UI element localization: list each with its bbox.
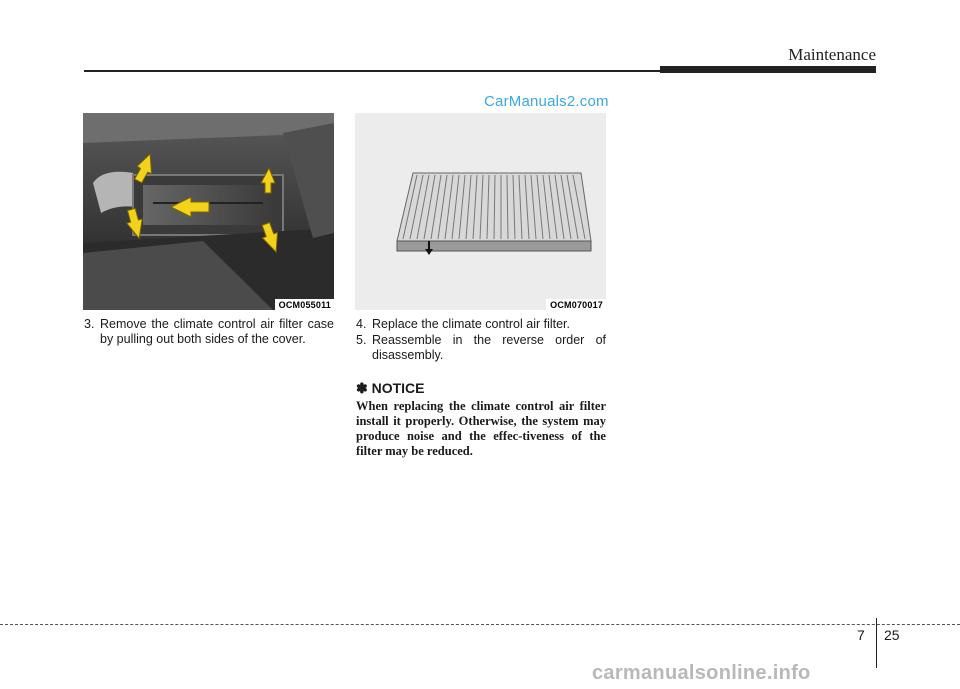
notice-body: When replacing the climate control air filter install it properly. Otherwise, the system may produce noise and the effec-tiveness of the filter may be reduced. (356, 399, 606, 458)
footer-dashed-rule (0, 624, 960, 625)
step-number: 3. (84, 317, 95, 331)
step-4 (356, 317, 606, 332)
header-rule-thick (660, 66, 876, 73)
chapter-number: 7 (857, 627, 865, 643)
step-text: Reassemble in the reverse order of disassembly. (372, 333, 606, 362)
step-text: Replace the climate control air filter. (372, 317, 571, 331)
step-number: 4. (356, 317, 367, 331)
step-3 (84, 317, 334, 347)
step-text: Remove the climate control air filter case by pulling out both sides of the cover. (100, 317, 334, 346)
watermark-top: CarManuals2.com (484, 93, 609, 110)
figure-code: OCM055011 (275, 299, 334, 310)
figure-remove-filter (83, 113, 334, 310)
notice-title: ✽ NOTICE (356, 380, 425, 396)
page-divider (876, 618, 877, 668)
page-number: 25 (884, 627, 900, 643)
figure-air-filter (355, 113, 606, 310)
step-5 (356, 333, 606, 363)
step-number: 5. (356, 333, 367, 347)
section-title: Maintenance (788, 45, 876, 64)
figure-code: OCM070017 (546, 299, 606, 310)
header-rule-thin (84, 70, 664, 72)
air-filter-illustration (355, 113, 606, 310)
filter-removal-illustration (83, 113, 334, 310)
watermark-bottom: carmanualsonline.info (592, 662, 811, 684)
